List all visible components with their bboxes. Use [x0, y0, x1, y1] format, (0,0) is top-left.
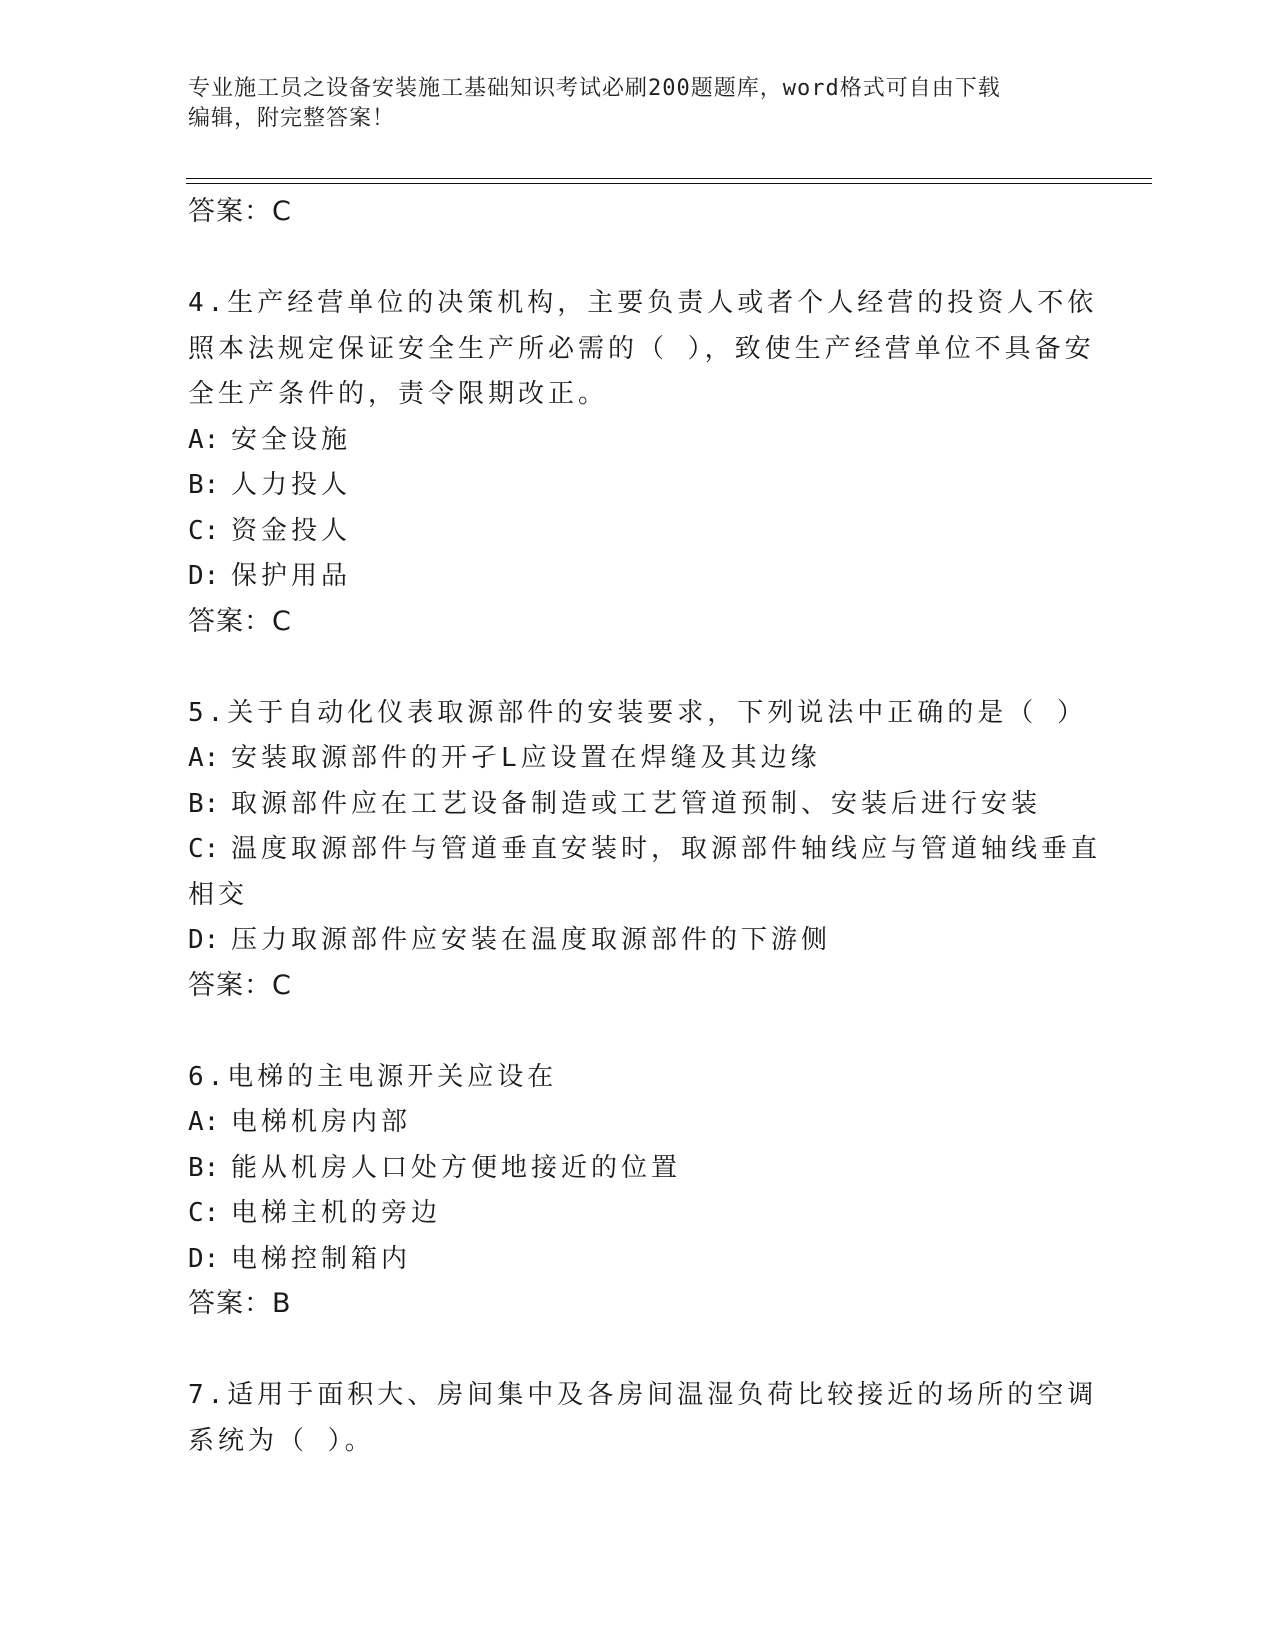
question-6: [188, 1055, 1088, 1327]
option-text: 能从机房人口处方便地接近的位置: [231, 1152, 682, 1183]
question-spacer: [188, 234, 1088, 281]
option-text-continued: 相交: [188, 879, 249, 910]
answer-option: [188, 418, 1088, 464]
option-label: D:: [188, 925, 220, 955]
answer-line: 答案：C: [188, 969, 292, 1001]
option-label: A:: [188, 743, 220, 773]
option-label: C:: [188, 515, 220, 546]
answer-option: [188, 509, 1088, 555]
question-4: [188, 281, 1098, 644]
option-text: 电梯控制箱内: [231, 1243, 412, 1274]
option-text: 安全设施: [231, 424, 352, 455]
option-text: 电梯机房内部: [231, 1107, 412, 1137]
answer-option: [188, 918, 1088, 964]
answer-option: [188, 782, 1088, 828]
header-line-2: 编辑，附完整答案！: [188, 106, 396, 131]
option-text: 取源部件应在工艺设备制造或工艺管道预制、安装后进行安装: [231, 788, 1042, 819]
question-7: [188, 1373, 1098, 1464]
question-list: [188, 190, 1102, 1464]
option-text: 保护用品: [231, 561, 352, 591]
header-divider-top: [186, 178, 1152, 179]
question-text: 4.生产经营单位的决策机构，主要负责人或者个人经营的投资人不依: [188, 288, 1098, 318]
question-text: 5.关于自动化仪表取源部件的安装要求，下列说法中正确的是（ ）: [188, 697, 1087, 728]
header-divider-bottom: [186, 183, 1152, 184]
option-label: C:: [188, 834, 220, 864]
answer-option: [188, 554, 1088, 600]
answer-option: [188, 463, 1088, 509]
option-label: B:: [188, 470, 220, 500]
option-text: 电梯主机的旁边: [231, 1198, 442, 1228]
question-spacer: [188, 1326, 1088, 1373]
answer-option: [188, 1237, 1088, 1283]
question-text: 照本法规定保证安全生产所必需的（ ），致使生产经营单位不具备安: [188, 333, 1095, 364]
answer-option: [188, 1191, 1088, 1237]
page-header: [188, 74, 1088, 134]
option-label: B:: [188, 1152, 220, 1183]
answer-option: [188, 736, 1088, 782]
questions-container: [188, 234, 1102, 1464]
answer-line: 答案：C: [188, 605, 292, 637]
question-text: 全生产条件的，责令限期改正。: [188, 379, 609, 409]
question-text: 系统为（ ）。: [188, 1425, 375, 1456]
question-text: 7.适用于面积大、房间集中及各房间温湿负荷比较接近的场所的空调: [188, 1380, 1098, 1410]
answer-line: 答案：C: [188, 196, 292, 227]
question-text: 6.电梯的主电源开关应设在: [188, 1061, 558, 1092]
option-label: B:: [188, 788, 220, 819]
option-text: 资金投人: [231, 515, 352, 546]
option-label: A:: [188, 1107, 220, 1137]
answer-option: [188, 1146, 1088, 1192]
answer-option: [188, 827, 1102, 873]
option-text: 安装取源部件的开孑L应设置在焊缝及其边缘: [231, 743, 821, 773]
answer-line: 答案：B: [188, 1288, 292, 1319]
option-label: D:: [188, 1243, 220, 1274]
option-text: 压力取源部件应安装在温度取源部件的下游侧: [231, 925, 832, 955]
option-text: 人力投人: [231, 470, 352, 500]
answer-option: [188, 1100, 1088, 1146]
option-label: C:: [188, 1198, 220, 1228]
question-spacer: [188, 1008, 1088, 1055]
option-text: 温度取源部件与管道垂直安装时，取源部件轴线应与管道轴线垂直: [231, 834, 1102, 864]
question-5: [188, 691, 1102, 1008]
option-label: D:: [188, 561, 220, 591]
header-line-1: 专业施工员之设备安装施工基础知识考试必刷200题题库，word格式可自由下载: [188, 76, 1001, 101]
option-label: A:: [188, 424, 220, 455]
question-spacer: [188, 644, 1088, 691]
